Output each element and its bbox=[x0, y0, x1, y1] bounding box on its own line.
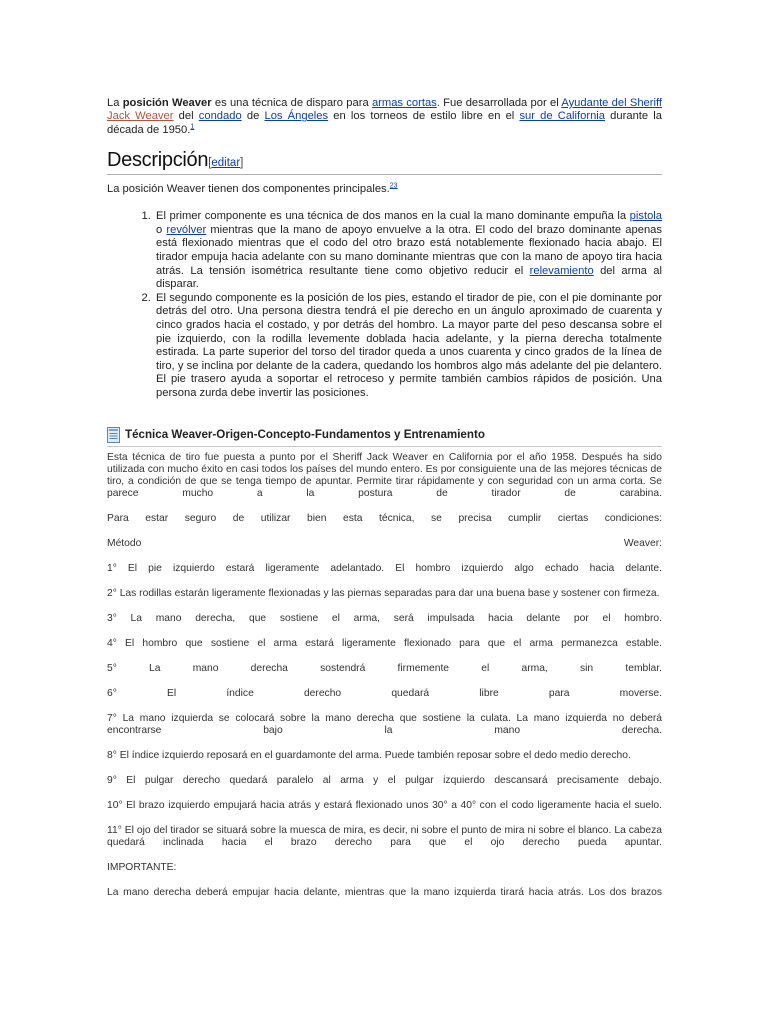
list-item bbox=[154, 210, 662, 292]
text: mientras que la mano de apoyo envuelve a la otra. El codo del brazo dominante apenas está flexionado mientras que el codo del otro brazo está notablemente flexionado hacia abajo. El tirador empuja hacia adelante con su mano dominante mientras que con la mano de apoyo tira hacia atrás. La tensión isométrica resultante tiene como objetivo reducir el bbox=[156, 223, 662, 277]
step-1: 1° El pie izquierdo estará ligeramente adelantado. El hombro izquierdo algo echado hacia delante. bbox=[107, 562, 662, 574]
text: La bbox=[107, 97, 123, 109]
components-list bbox=[107, 210, 662, 400]
edit-link[interactable]: editar bbox=[211, 156, 241, 169]
closing-paragraph: La mano derecha deberá empujar hacia delante, mientras que la mano izquierda tirará hacia atrás. Los dos brazos bbox=[107, 886, 662, 898]
article bbox=[107, 97, 662, 899]
section-heading-descripcion bbox=[107, 149, 662, 175]
link-sur-de-california[interactable]: sur de California bbox=[519, 110, 606, 123]
step-10: 10° El brazo izquierdo empujará hacia atrás y estará flexionado unos 30° a 40° con el codo ligeramente hacia el suelo. bbox=[107, 799, 662, 811]
link-jack-weaver[interactable]: Jack Weaver bbox=[107, 110, 174, 123]
section-title: Descripción bbox=[107, 148, 209, 171]
link-relevamiento[interactable]: relevamiento bbox=[529, 264, 594, 277]
step-9: 9° El pulgar derecho quedará paralelo al arma y el pulgar izquierdo descansará precisamente debajo. bbox=[107, 774, 662, 786]
link-armas-cortas[interactable]: armas cortas bbox=[371, 97, 437, 109]
step-2: 2° Las rodillas estarán ligeramente flexionadas y las piernas separadas para dar una buena base y sostener con firmeza. bbox=[107, 587, 660, 599]
bracket: ] bbox=[240, 156, 244, 169]
link-pistola[interactable]: pistola bbox=[629, 210, 662, 223]
section-heading-tecnica bbox=[107, 427, 662, 443]
section-title: Técnica Weaver-Origen-Concepto-Fundamentos y Entrenamiento bbox=[125, 428, 485, 441]
text: en los torneos de estilo libre en el bbox=[328, 110, 520, 123]
text: La posición Weaver tienen dos componentes principales. bbox=[107, 182, 390, 195]
important-label: IMPORTANTE: bbox=[107, 861, 177, 873]
step-6: 6° El índice derecho quedará libre para moverse. bbox=[107, 687, 662, 699]
bold-term: posición Weaver bbox=[122, 97, 212, 109]
link-los-angeles[interactable]: Los Ángeles bbox=[264, 110, 329, 123]
text: es una técnica de disparo para bbox=[211, 97, 372, 109]
method-heading bbox=[107, 538, 662, 550]
text: Weaver: bbox=[623, 537, 662, 549]
intro-paragraph bbox=[107, 97, 662, 137]
text: del arma al disparar. bbox=[156, 264, 662, 291]
bracket: [ bbox=[208, 156, 212, 169]
text: del bbox=[173, 110, 199, 123]
edit-section bbox=[208, 157, 243, 169]
conditions-paragraph: Para estar seguro de utilizar bien esta técnica, se precisa cumplir ciertas condiciones: bbox=[107, 512, 662, 524]
step-3: 3° La mano derecha, que sostiene el arma, será impulsada hacia delante por el hombro. bbox=[107, 612, 662, 624]
link-condado[interactable]: condado bbox=[198, 110, 242, 123]
step-8: 8° El índice izquierdo reposará en el guardamonte del arma. Puede también reposar sobre el dedo medio derecho. bbox=[107, 749, 631, 761]
text: durante la década de 1950. bbox=[107, 110, 662, 136]
step-11: 11° El ojo del tirador se situará sobre la muesca de mira, es decir, ni sobre el punto de mira ni sobre el blanco. La cabeza quedará inclinada hacia el brazo derecho para que el ojo derecho pueda apuntar. bbox=[107, 824, 662, 848]
text: Método bbox=[107, 537, 142, 549]
divider bbox=[107, 446, 662, 447]
link-ayudante-del-sheriff[interactable]: Ayudante del Sheriff bbox=[561, 97, 662, 109]
text: o bbox=[156, 223, 167, 236]
origin-paragraph: Esta técnica de tiro fue puesta a punto por el Sheriff Jack Weaver en California por el año 1958. Después ha sido utilizada con mucho éxito en casi todos los países del mundo entero. Es por consiguiente una de las mejores técnicas de tiro, a condición de que se tenga tiempo de apuntar. Permite tirar rápidamente y con seguridad con un arma corta. Se parece mucho a la postura de tirador de carabina. bbox=[107, 451, 662, 499]
reference-link[interactable]: 23 bbox=[389, 182, 398, 190]
description-lead bbox=[107, 183, 662, 196]
text: . Fue desarrollada por el bbox=[436, 97, 562, 109]
link-revolver[interactable]: revólver bbox=[166, 223, 207, 236]
text: de bbox=[241, 110, 265, 123]
reference-link[interactable]: 1 bbox=[190, 122, 195, 130]
document-icon bbox=[107, 427, 121, 443]
step-5: 5° La mano derecha sostendrá firmemente el arma, sin temblar. bbox=[107, 662, 662, 674]
technique-body bbox=[107, 452, 662, 899]
step-4: 4° El hombro que sostiene el arma estará ligeramente flexionado para que el arma permanezca estable. bbox=[107, 637, 662, 649]
step-7: 7° La mano izquierda se colocará sobre la mano derecha que sostiene la culata. La mano izquierda no deberá encontrarse bajo la mano derecha. bbox=[107, 712, 662, 736]
list-item: 2. El segundo componente es la posición de los pies, estando el tirador de pie, con el pie dominante por detrás del otro. Una persona diestra tendrá el pie derecho en un ángulo aproximado de cuarenta y cinco grados hacia el costado, y por detrás del hombro. La mayor parte del peso descansa sobre el pie izquierdo, con la rodilla levemente doblada hacia adelante, y la pierna derecha totalmente estirada. La parte superior del torso del tirador queda a unos cuarenta y cinco grados de la línea de tiro, y se inclina por delante de la cadera, quedando los hombros algo más adelante del pie delantero. El pie trasero ayuda a soportar el retroceso y permite también cambios rápidos de posición. Una persona zurda debe invertir las posiciones. bbox=[154, 292, 662, 401]
text: El primer componente es una técnica de dos manos en la cual la mano dominante empuña la bbox=[156, 210, 630, 223]
